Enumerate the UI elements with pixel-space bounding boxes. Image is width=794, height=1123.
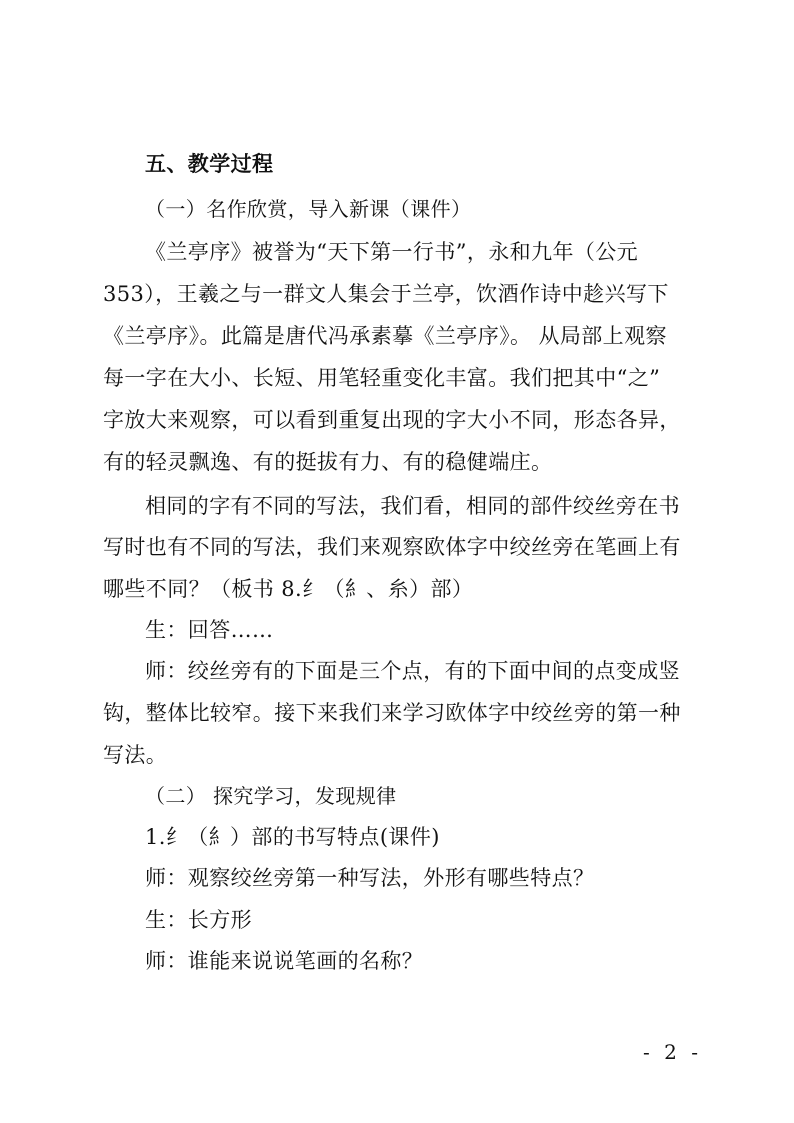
para3-line-2: 钩，整体比较窄。接下来我们来学习欧体字中绞丝旁的第一种 [103,701,681,725]
item-1: 1.纟（糹）部的书写特点(课件) [145,825,440,849]
teacher-question-1: 师：观察绞丝旁第一种写法，外形有哪些特点？ [145,866,595,890]
part2-heading: （二） 探究学习，发现规律 [145,784,397,808]
para2-line-2: 写时也有不同的写法，我们来观察欧体字中绞丝旁在笔画上有 [103,535,681,559]
para2-line-1: 相同的字有不同的写法，我们看，相同的部件绞丝旁在书 [145,494,680,518]
para1-line-2: 353），王羲之与一群文人集会于兰亭，饮酒作诗中趁兴写下 [103,282,669,306]
para3-line-1: 师：绞丝旁有的下面是三个点，有的下面中间的点变成竖 [145,659,680,683]
para1-line-5: 字放大来观察，可以看到重复出现的字大小不同，形态各异， [103,408,681,432]
part1-heading: （一）名作欣赏，导入新课（课件） [145,197,472,221]
para1-line-6: 有的轻灵飘逸、有的挺拔有力、有的稳健端庄。 [103,450,553,474]
student-answer-2: 生：长方形 [145,908,252,932]
student-answer-1: 生：回答…… [145,618,274,642]
teacher-question-2: 师：谁能来说说笔画的名称？ [145,949,424,973]
para2-line-3: 哪些不同？（板书 8.纟（糹、糸）部） [103,577,474,601]
para3-line-3: 写法。 [103,743,168,767]
para1-line-1: 《兰亭序》被誉为“天下第一行书”，永和九年（公元 [145,240,639,264]
page-number: - 2 - [643,1040,702,1064]
section-title: 五、教学过程 [145,152,274,176]
para1-line-4: 每一字在大小、长短、用笔轻重变化丰富。我们把其中“之” [103,366,661,390]
para1-line-3: 《兰亭序》。此篇是唐代冯承素摹《兰亭序》。 从局部上观察 [103,324,667,348]
